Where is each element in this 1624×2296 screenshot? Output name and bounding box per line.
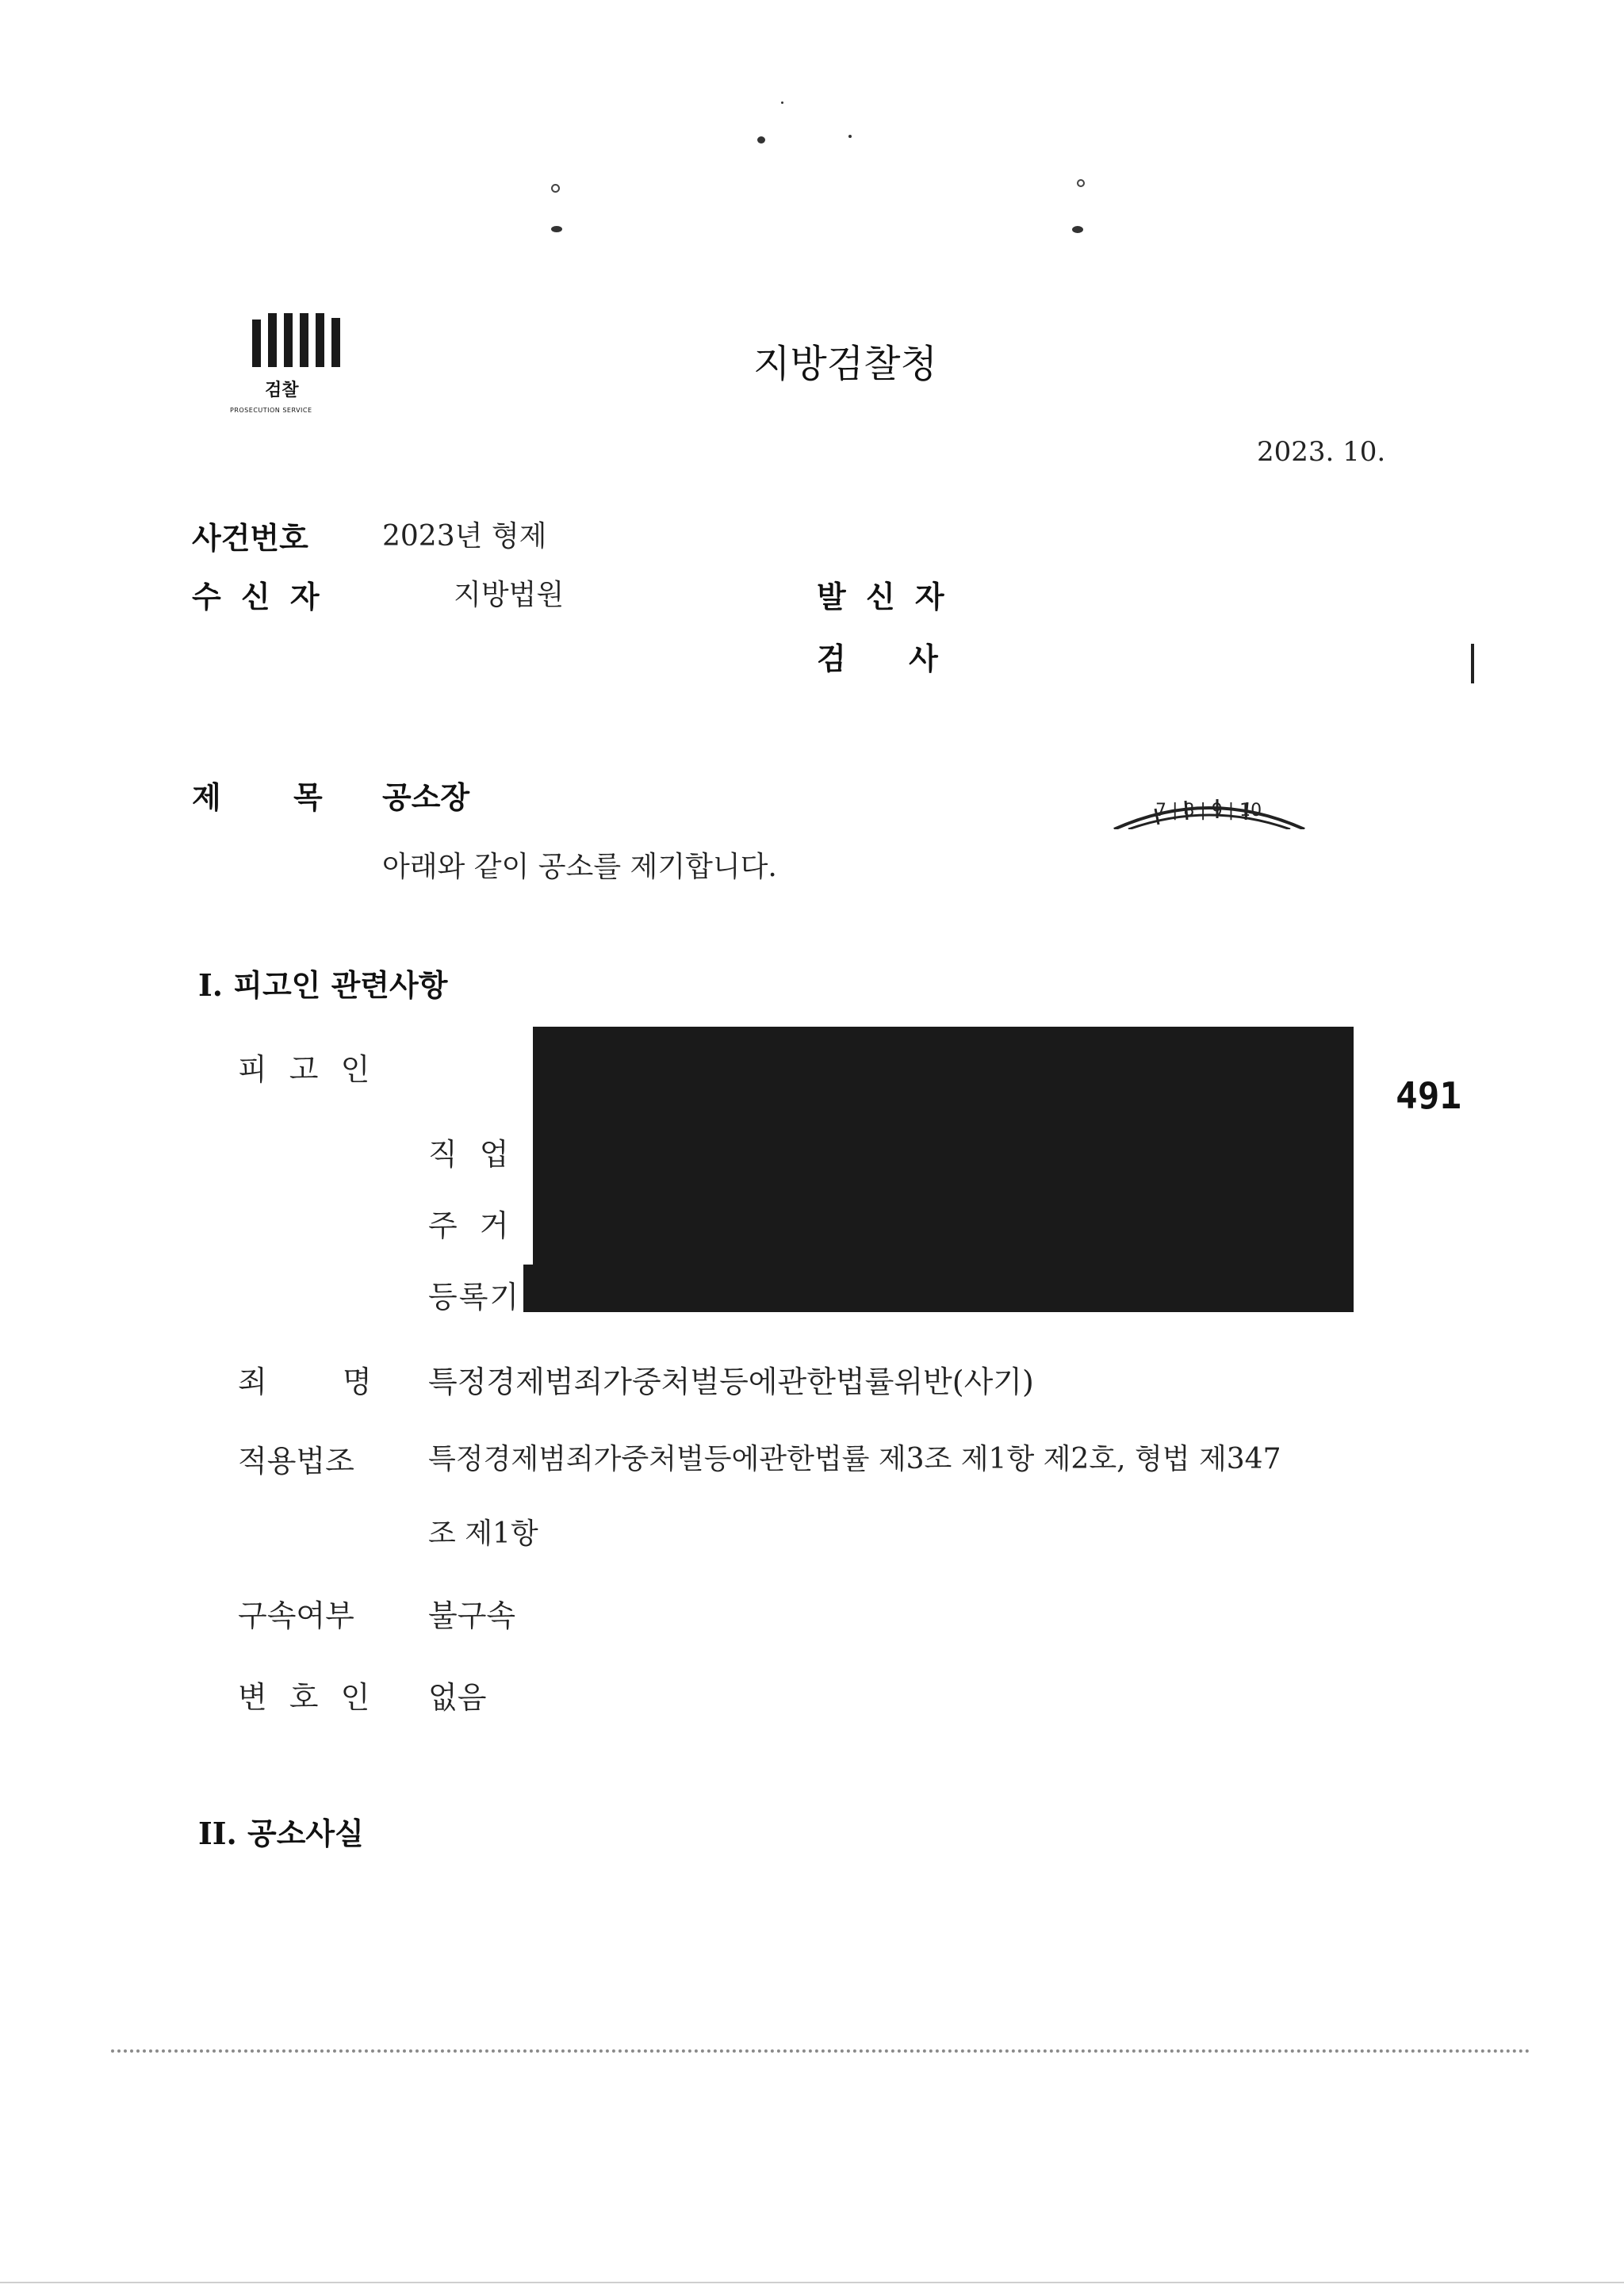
office-title: 지방검찰청 bbox=[753, 342, 937, 386]
subject-label-1: 제 bbox=[192, 779, 221, 815]
registry-label: 등록기 bbox=[428, 1280, 521, 1314]
detention-label: 구속여부 bbox=[238, 1598, 354, 1633]
crime-label-2: 명 bbox=[343, 1364, 373, 1399]
counsel-label: 변 호 인 bbox=[238, 1680, 377, 1715]
document-date: 2023. 10. bbox=[1257, 436, 1386, 468]
intro-text: 아래와 같이 공소를 제기합니다. bbox=[382, 851, 777, 883]
defendant-label: 피 고 인 bbox=[238, 1052, 377, 1087]
recipient-value: 지방법원 bbox=[454, 579, 565, 611]
redaction-block-edge bbox=[523, 1265, 536, 1312]
scan-speck bbox=[1077, 179, 1085, 187]
address-label: 주 거 bbox=[428, 1208, 515, 1243]
law-value-line1: 특정경제범죄가중처벌등에관한법률 제3조 제1항 제2호, 형법 제347 bbox=[428, 1443, 1281, 1475]
side-number: 491 bbox=[1396, 1074, 1462, 1117]
scan-speck bbox=[1072, 226, 1083, 233]
crime-label-1: 죄 bbox=[238, 1364, 269, 1399]
logo-caption-en: PROSECUTION SERVICE bbox=[230, 407, 312, 414]
scan-speck bbox=[551, 226, 562, 232]
case-number-value: 2023년 형제 bbox=[382, 520, 547, 553]
section-2-heading: II. 공소사실 bbox=[198, 1816, 364, 1851]
scan-speck bbox=[757, 136, 765, 144]
sender-label: 발 신 자 bbox=[817, 579, 949, 614]
detention-value: 불구속 bbox=[428, 1598, 516, 1633]
prosecution-service-logo bbox=[230, 313, 365, 424]
page-divider bbox=[111, 2049, 1530, 2053]
scan-bottom-edge bbox=[0, 2282, 1624, 2283]
scan-speck bbox=[551, 184, 560, 193]
logo-caption-ko: 검찰 bbox=[265, 381, 299, 400]
law-value-line2: 조 제1항 bbox=[428, 1517, 538, 1550]
stamp-digits: 7 | 8 | 9 | 10 bbox=[1155, 801, 1262, 821]
subject-label-2: 목 bbox=[293, 779, 323, 815]
scan-mark bbox=[1471, 644, 1474, 683]
prosecutor-label: 검 사 bbox=[817, 641, 938, 676]
counsel-value: 없음 bbox=[428, 1680, 487, 1715]
subject-value: 공소장 bbox=[382, 779, 470, 815]
recipient-label: 수 신 자 bbox=[192, 579, 324, 614]
redaction-block bbox=[533, 1027, 1354, 1312]
case-number-label: 사건번호 bbox=[192, 520, 308, 556]
section-1-heading: I. 피고인 관련사항 bbox=[198, 967, 448, 1003]
receipt-stamp bbox=[1106, 793, 1312, 829]
scan-speck bbox=[781, 101, 783, 104]
law-label: 적용법조 bbox=[238, 1444, 354, 1479]
job-label: 직 업 bbox=[428, 1137, 515, 1172]
crime-value: 특정경제범죄가중처벌등에관한법률위반(사기) bbox=[428, 1364, 1034, 1399]
scan-speck bbox=[848, 135, 852, 138]
